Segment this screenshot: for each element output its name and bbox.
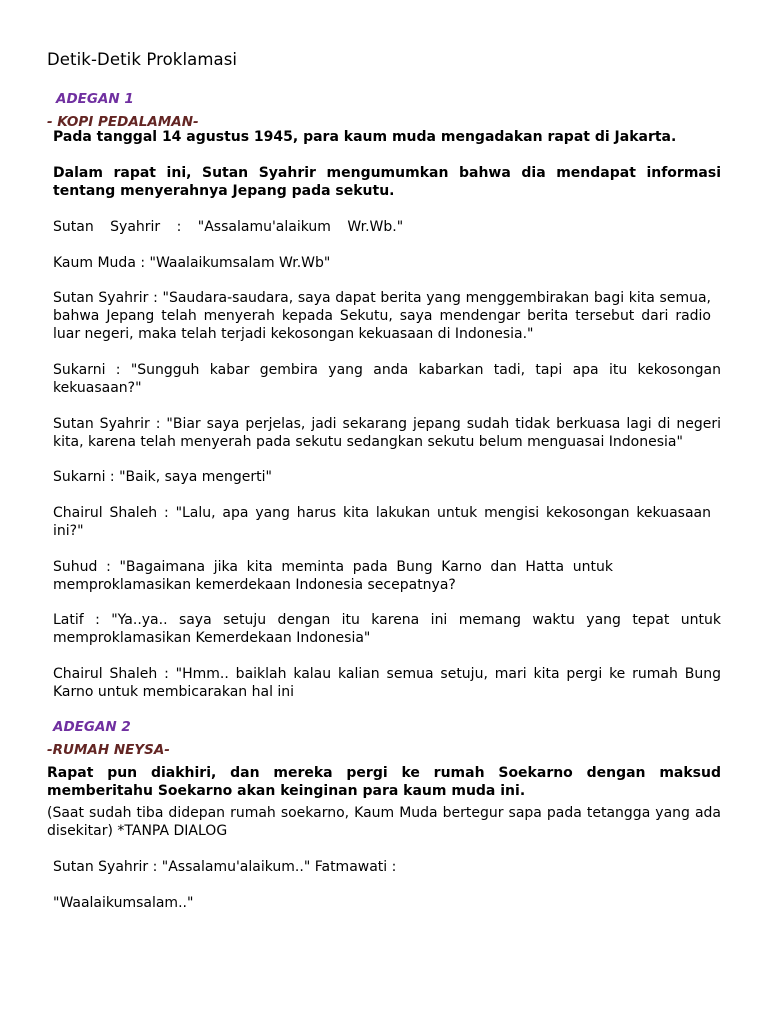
dialogue-line: "Waalaikumsalam.."	[53, 895, 194, 911]
scene-2-stage-direction: (Saat sudah tiba didepan rumah soekarno, Kaum Muda bertegur sapa pada tetangga yang ada disekitar) *TANPA DIALOG	[47, 805, 721, 839]
dialogue-line: Sukarni : "Baik, saya mengerti"	[53, 469, 272, 485]
dialogue-line: Kaum Muda : "Waalaikumsalam Wr.Wb"	[53, 255, 331, 271]
page-title: Detik-Detik Proklamasi	[47, 50, 238, 69]
dialogue-line: Chairul Shaleh : "Hmm.. baiklah kalau kalian semua setuju, mari kita pergi ke rumah Bung Karno untuk membicarakan hal ini	[53, 666, 721, 700]
dialogue-line: Sukarni : "Sungguh kabar gembira yang anda kabarkan tadi, tapi apa itu kekosongan kekuasaan?"	[53, 362, 721, 396]
dialogue-line: Sutan Syahrir : "Saudara-saudara, saya dapat berita yang menggembirakan bagi kita semua, bahwa Jepang telah menyerah kepada Sekutu, saya mendengar berita tersebut dari radio luar negeri, maka telah terjadi kekosongan kekuasaan di Indonesia."	[53, 290, 711, 342]
scene-1-intro-1: Pada tanggal 14 agustus 1945, para kaum muda mengadakan rapat di Jakarta.	[53, 129, 677, 145]
dialogue-line: Suhud : "Bagaimana jika kita meminta pada Bung Karno dan Hatta untuk memproklamasikan kemerdekaan Indonesia secepatnya?	[53, 559, 613, 593]
dialogue-line: Sutan Syahrir : "Assalamu'alaikum.." Fatmawati :	[53, 859, 397, 875]
dialogue-line: Sutan Syahrir : "Biar saya perjelas, jadi sekarang jepang sudah tidak berkuasa lagi di negeri kita, karena telah menyerah pada sekutu sedangkan sekutu belum menguasai Indonesia"	[53, 416, 721, 450]
scene-1-label: ADEGAN 1	[56, 91, 134, 107]
dialogue-line: Sutan Syahrir : "Assalamu'alaikum Wr.Wb."	[53, 219, 404, 235]
dialogue-line: Chairul Shaleh : "Lalu, apa yang harus kita lakukan untuk mengisi kekosongan kekuasaan ini?"	[53, 505, 711, 539]
scene-2-intro: Rapat pun diakhiri, dan mereka pergi ke rumah Soekarno dengan maksud memberitahu Soekarno akan keinginan para kaum muda ini.	[47, 765, 721, 799]
dialogue-line: Latif : "Ya..ya.. saya setuju dengan itu karena ini memang waktu yang tepat untuk memproklamasikan Kemerdekaan Indonesia"	[53, 612, 721, 646]
scene-2-label: ADEGAN 2	[53, 719, 131, 735]
scene-1-intro-2: Dalam rapat ini, Sutan Syahrir mengumumkan bahwa dia mendapat informasi tentang menyerahnya Jepang pada sekutu.	[53, 165, 721, 199]
scene-2-location: -RUMAH NEYSA-	[47, 742, 170, 758]
scene-1-location: - KOPI PEDALAMAN-	[47, 114, 199, 130]
